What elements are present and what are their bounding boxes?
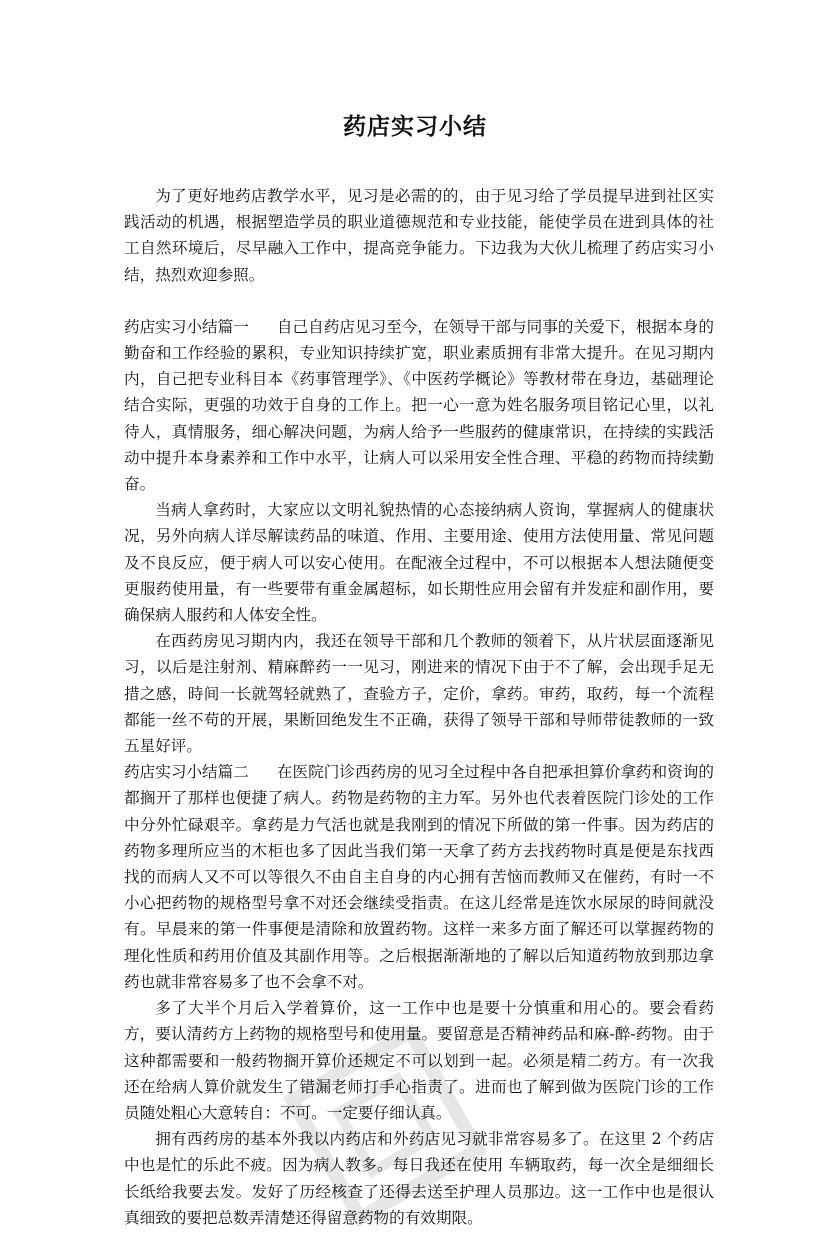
section-two-paragraph-2: 多了大半个月后入学着算价，这一工作中也是要十分慎重和用心的。要会看药方，要认清药方上药物的规格型号和使用量。要留意是否精神药品和麻-醉-药物。由于这种都需要和一般药物搁开算价还规定不可以划到一起。必须是精二药方。有一次我还在给病人算价就发生了错漏老师打手心指责了。进而也了解到做为医院门诊的工作员随处粗心大意转自：不可。一定要仔细认真。 [124,999,714,1122]
intro-paragraph: 为了更好地药店教学水平，见习是必需的的，由于见习给了学员提早进到社区实践活动的机遇，根据塑造学员的职业道德规范和专业技能，能使学员在进到具体的社工自然环境后，尽早融入工作中，提高竞争能力。下边我为大伙儿梳理了药店实习小结，热烈欢迎参照。 [124,187,714,284]
section-one-first-paragraph [124,314,714,497]
section-one-paragraph-3: 在西药房见习期内内，我还在领导干部和几个教师的领着下，从片状层面逐渐见习，以后是注射剂、精麻醉药一一见习，刚进来的情况下由于不了解，会出现手足无措之感，時间一长就驾轻就熟了，查验方子，定价，拿药。审药，取药，每一个流程都能一丝不苟的开展，果断回绝发生不正确，获得了领导干部和导师带徒教师的一致五星好评。 [124,632,714,756]
section-two-label: 药店实习小结篇二 [124,763,249,782]
document-title: 药店实习小结 [343,114,487,140]
section-two-first-paragraph [124,759,714,995]
section-two-paragraph-1: 在医院门诊西药房的见习全过程中各自把承担算价拿药和资询的都搁开了那样也便捷了病人。药物是药物的主力军。另外也代表着医院门诊处的工作中分外忙碌艰辛。拿药是力气活也就是我刚到的情况下所做的第一件事。因为药店的药物多理所应当的木柜也多了因此当我们第一天拿了药方去找药物时真是便是东找西找的而病人又不可以等很久不由自主自身的内心拥有苦恼而教师又在催药，有时一不小心把药物的规格型号拿不对还会继续受指责。在这儿经常是连饮水尿尿的時间就没有。早晨来的第一件事便是清除和放置药物。这样一来多方面了解还可以掌握药物的理化性质和药用价值及其副作用等。之后根据渐渐地的了解以后知道药物放到那边拿药也就非常容易多了也不会拿不对。 [124,763,714,991]
section-one-paragraph-1: 自己自药店见习至今，在领导干部与同事的关爱下，根据本身的勤奋和工作经验的累积，专业知识持续扩宽，职业素质拥有非常大提升。在见习期内内，自己把专业科目本《药事管理学》、《中医药学概论》等教材带在身边，基础理论结合实际，更强的功效于自身的工作上。把一心一意为姓名服务项目铭记心里，以礼待人，真情服务，细心解决问题，为病人给予一些服药的健康常识，在持续的实践活动中提升本身素养和工作中水平，让病人可以采用安全性合理、平稳的药物而持续勤奋。 [124,317,714,494]
section-one-label: 药店实习小结篇一 [124,317,249,336]
paragraph-gap [124,288,714,314]
section-one-paragraph-2: 当病人拿药时，大家应以文明礼貌热情的心态接纳病人资询，掌握病人的健康状况，另外向病人详尽解读药品的味道、作用、主要用途、使用方法使用量、常见问题及不良反应，便于病人可以安心使用。在配液全过程中，不可以根据本人想法随便变更服药使用量，有一些要带有重金属超标，如长期性应用会留有并发症和副作用，要确保病人服药和人体安全性。 [124,501,714,625]
section-two-paragraph-3: 拥有西药房的基本外我以内药店和外药店见习就非常容易多了。在这里 2 个药店中也是忙的乐此不疲。因为病人教多。每日我还在使用 车辆取药，每一次全是细细长长纸给我要去发。发好了历经核查了还得去送至护理人员那边。这一工作中也是很认真细致的要把总数弄清楚还得留意药物的有效期限。 [124,1130,714,1227]
